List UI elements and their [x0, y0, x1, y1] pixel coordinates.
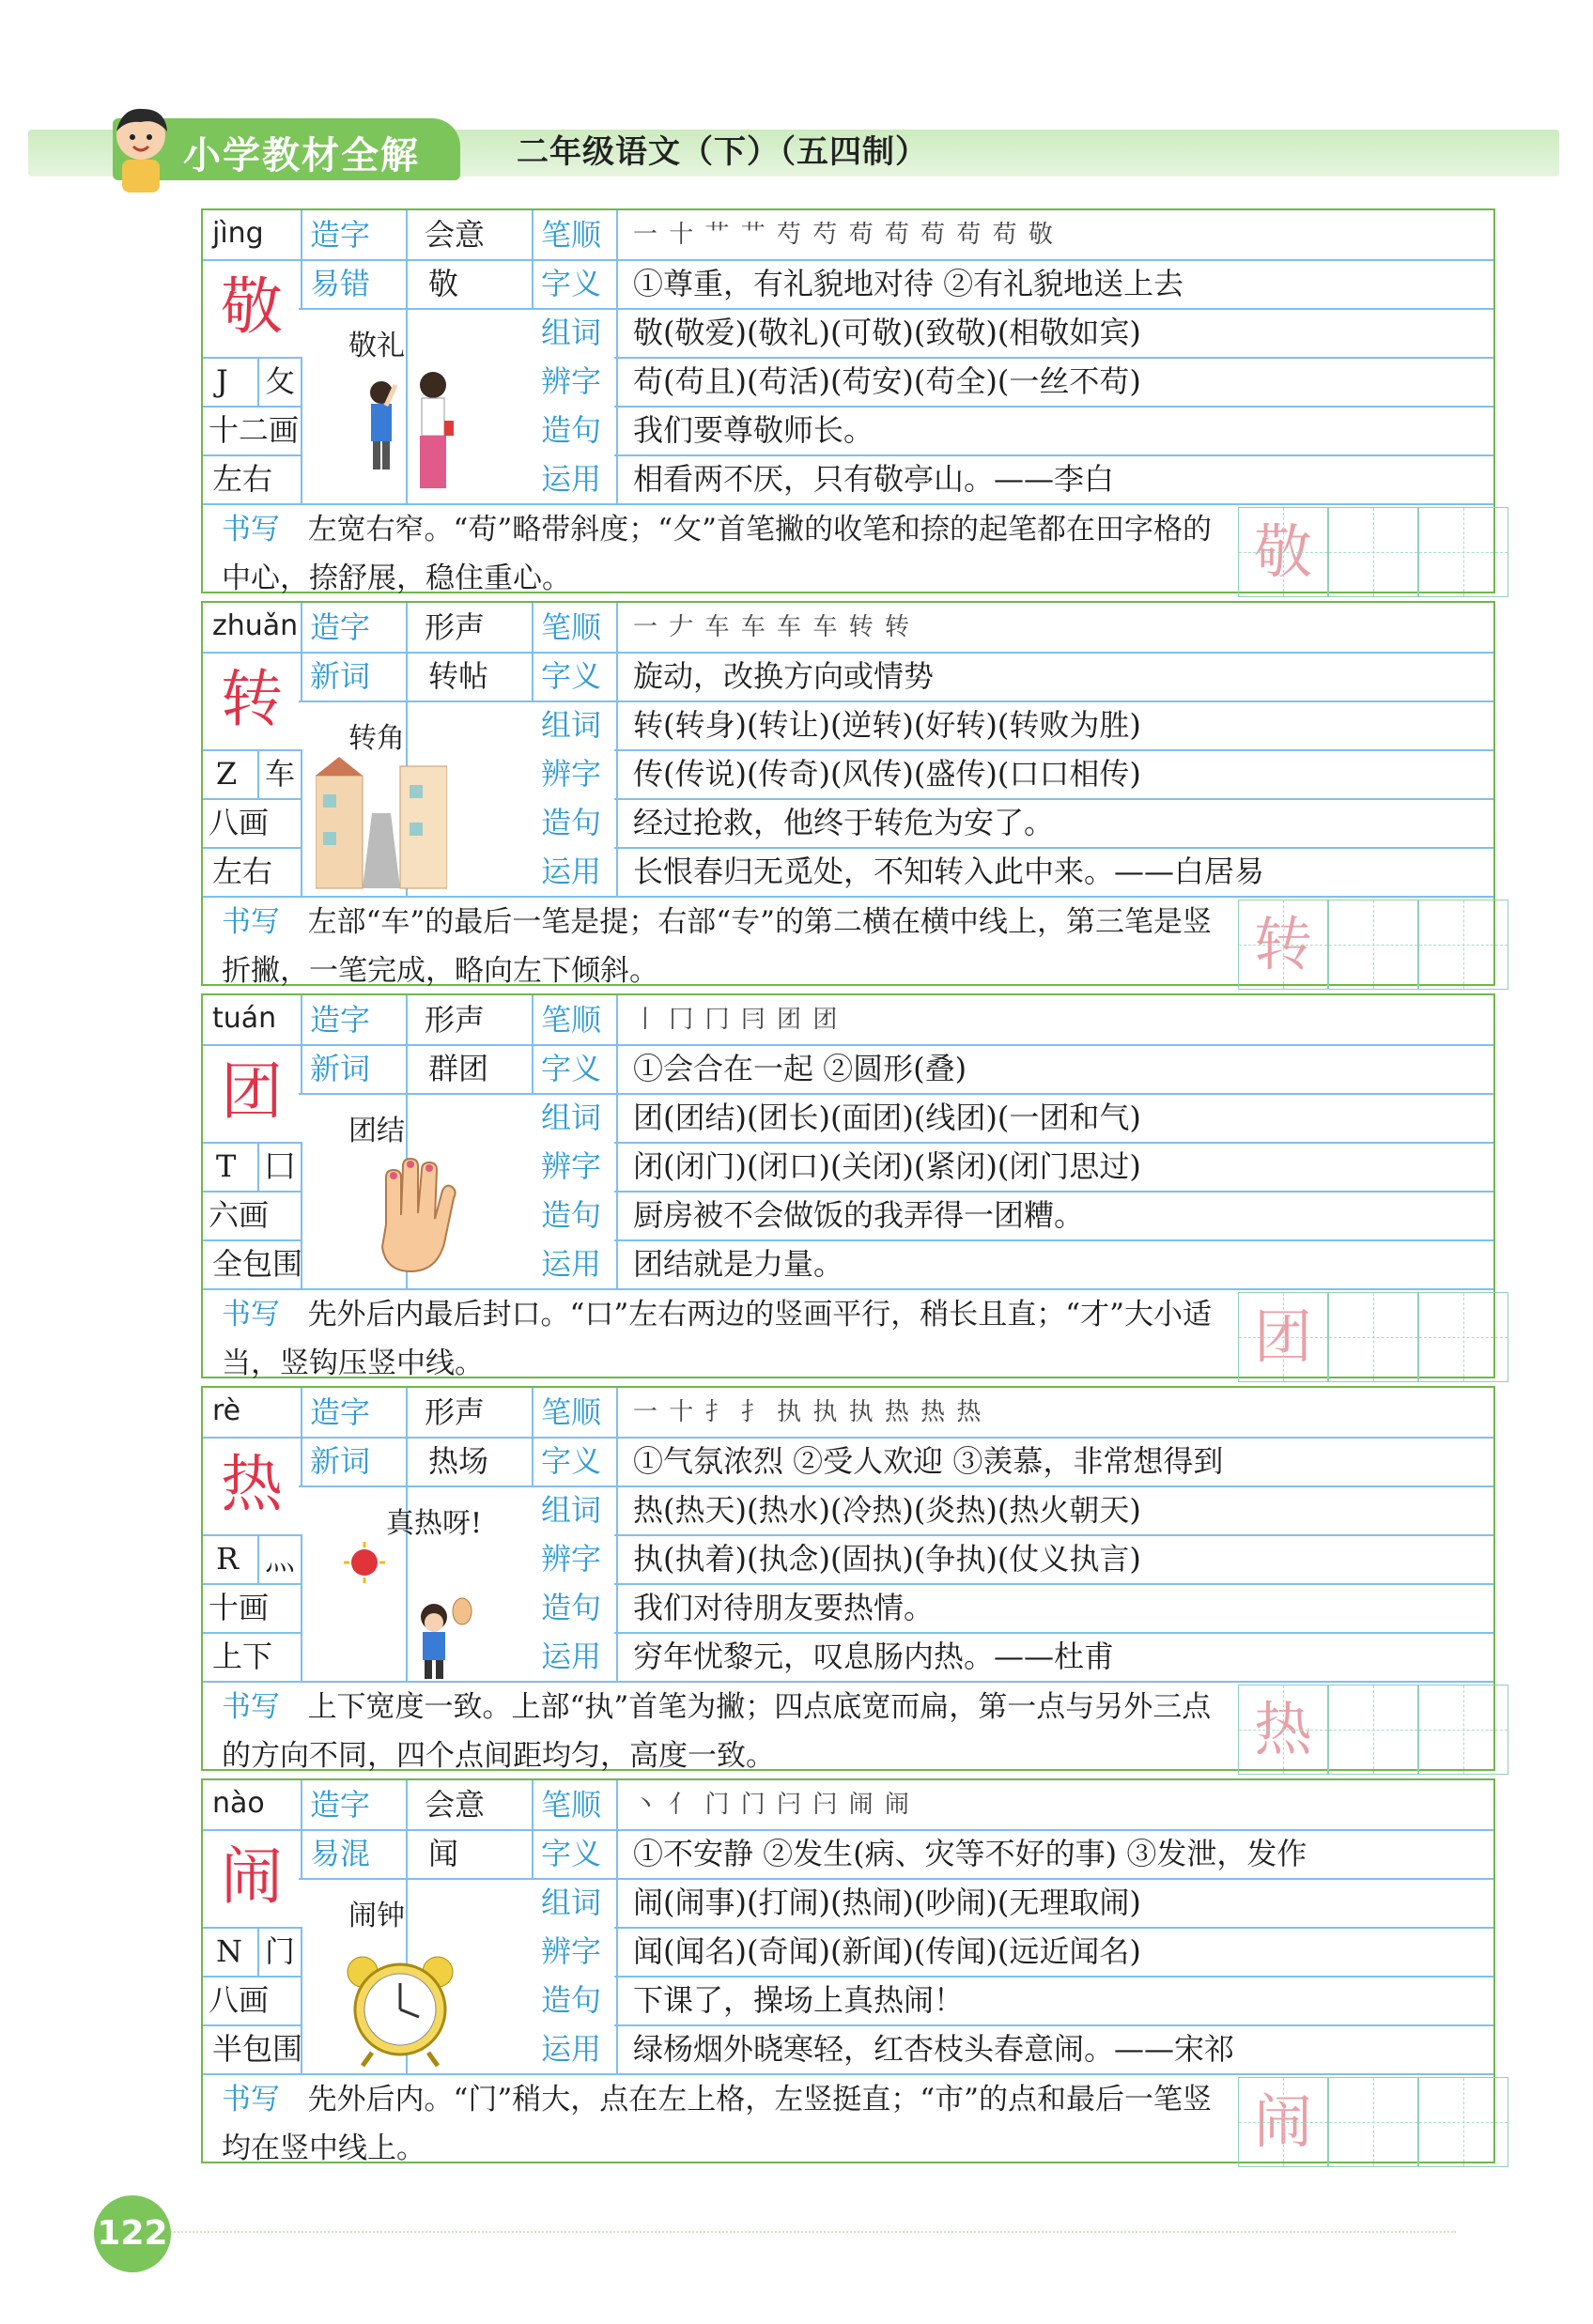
label-ziyi: 字义: [541, 1443, 602, 1479]
field-distinguish: 传(传说)(传奇)(风传)(盛传)(口口相传): [633, 756, 1141, 792]
writing-guide: [222, 898, 1231, 995]
tianzige-box: 热: [1238, 1685, 1328, 1775]
char-type: 形声: [425, 1394, 486, 1430]
field-sentence: 下课了，操场上真热闹！: [633, 1982, 965, 2018]
label-zaozi: 造字: [310, 1787, 371, 1823]
label-yunyong: 运用: [541, 461, 602, 497]
stroke-count: 六画: [209, 1197, 270, 1233]
label-bianzi: 辨字: [541, 1541, 602, 1577]
label-zaozi: 造字: [310, 609, 371, 645]
character-card: [201, 1386, 1495, 1771]
field-stroke-order: 一 十 扌 扌 执 执 执 热 热 热: [633, 1398, 983, 1426]
label-second: 新词: [310, 1443, 371, 1479]
writing-guide: [222, 1290, 1231, 1388]
character-card: [201, 1778, 1495, 2163]
second-word: 群团: [428, 1051, 489, 1086]
label-bianzi: 辨字: [541, 1933, 602, 1969]
structure: 全包围: [212, 1246, 303, 1282]
label-zaozi: 造字: [310, 1394, 371, 1430]
book-title: 小学教材全解: [183, 134, 420, 177]
tianzige-box: 闹: [1238, 2077, 1328, 2167]
illustration-caption: 闹钟: [348, 1900, 405, 1932]
field-usage: 相看两不厌，只有敬亭山。——李白: [633, 461, 1115, 497]
label-zuci: 组词: [541, 707, 602, 743]
field-distinguish: 闻(闻名)(奇闻)(新闻)(传闻)(远近闻名): [633, 1933, 1141, 1969]
boy-mascot-icon: [94, 103, 197, 192]
writing-text: 先外后内。“门”稍大，点在左上格，左竖挺直；“市”的点和最后一笔竖均在竖中线上。: [222, 2083, 1212, 2165]
char-type: 形声: [425, 1002, 486, 1038]
writing-text: 左宽右窄。“苟”略带斜度；“攵”首笔撇的收笔和捺的起笔都在田字格的中心，捺舒展，稳住重心。: [222, 513, 1212, 595]
tianzige-box: 转: [1238, 900, 1328, 990]
label-ziyi: 字义: [541, 1836, 602, 1871]
field-sentence: 我们对待朋友要热情。: [633, 1590, 935, 1625]
field-stroke-order: 一 𠂇 车 车 车 车 转 转: [633, 613, 911, 641]
structure: 左右: [212, 461, 273, 497]
label-yunyong: 运用: [541, 1639, 602, 1674]
label-zuci: 组词: [541, 1885, 602, 1920]
radical-letter: T: [216, 1148, 237, 1184]
illustration-caption: 转角: [348, 722, 405, 755]
label-zaozi: 造字: [310, 1002, 371, 1038]
field-usage: 长恨春归无觅处，不知转入此中来。——白居易: [633, 854, 1265, 889]
tianzige-box: 团: [1238, 1292, 1328, 1382]
second-word: 转帖: [428, 658, 489, 694]
structure: 上下: [212, 1639, 273, 1674]
field-distinguish: 执(执着)(执念)(固执)(争执)(仗义执言): [633, 1541, 1141, 1577]
radical: 门: [265, 1933, 296, 1969]
field-usage: 穷年忧黎元，叹息肠内热。——杜甫: [633, 1639, 1115, 1674]
radical-letter: N: [216, 1933, 242, 1969]
label-bianzi: 辨字: [541, 1148, 602, 1184]
label-zaoju: 造句: [541, 412, 602, 448]
second-word: 闻: [428, 1836, 459, 1871]
char-type: 会意: [425, 217, 486, 253]
label-shuxie: 书写: [222, 513, 280, 546]
main-character: 团: [221, 1055, 283, 1128]
label-zuci: 组词: [541, 315, 602, 350]
character-card: [201, 208, 1495, 593]
stroke-count: 八画: [209, 805, 270, 840]
tianzige-box: [1418, 1685, 1508, 1775]
character-card: [201, 601, 1495, 986]
radical-letter: J: [216, 363, 228, 399]
illustration-image: [316, 757, 447, 901]
label-bishun: 笔顺: [541, 217, 602, 253]
tianzige-box: [1418, 2077, 1508, 2167]
writing-text: 左部“车”的最后一笔是提；右部“专”的第二横在横中线上，第三笔是竖折撇，一笔完成，略向左下倾斜。: [222, 905, 1212, 988]
pinyin: nào: [212, 1787, 265, 1820]
field-words: 转(转身)(转让)(逆转)(好转)(转败为胜): [633, 707, 1141, 743]
writing-guide: [222, 1683, 1231, 1780]
tianzige-box: 敬: [1238, 507, 1328, 597]
field-distinguish: 苟(苟且)(苟活)(苟安)(苟全)(一丝不苟): [633, 363, 1141, 399]
field-words: 闹(闹事)(打闹)(热闹)(吵闹)(无理取闹): [633, 1885, 1141, 1920]
main-character: 转: [221, 663, 283, 735]
page-number: 122: [94, 2195, 171, 2272]
illustration-image: [334, 1934, 485, 2079]
main-character: 敬: [221, 270, 283, 343]
label-yunyong: 运用: [541, 854, 602, 889]
label-yunyong: 运用: [541, 2031, 602, 2067]
label-bishun: 笔顺: [541, 1002, 602, 1038]
pinyin: tuán: [212, 1002, 277, 1035]
label-ziyi: 字义: [541, 1051, 602, 1086]
radical-letter: Z: [216, 756, 238, 792]
character-card: [201, 993, 1495, 1378]
page-header: [0, 103, 1593, 192]
label-bishun: 笔顺: [541, 1394, 602, 1430]
label-second: 新词: [310, 1051, 371, 1086]
label-zaozi: 造字: [310, 217, 371, 253]
char-type: 形声: [425, 609, 486, 645]
second-word: 热场: [428, 1443, 489, 1479]
field-meaning: 旋动，改换方向或情势: [633, 658, 935, 694]
field-sentence: 厨房被不会做饭的我弄得一团糟。: [633, 1197, 1085, 1233]
radical-letter: R: [216, 1541, 240, 1577]
label-second: 易混: [310, 1836, 371, 1871]
field-meaning: ①尊重，有礼貌地对待 ②有礼貌地送上去: [633, 266, 1184, 301]
illustration-caption: 真热呀!: [386, 1507, 483, 1540]
tianzige-box: [1328, 900, 1418, 990]
label-bianzi: 辨字: [541, 756, 602, 792]
tianzige-box: [1328, 1685, 1418, 1775]
label-second: 易错: [310, 266, 371, 301]
tianzige-box: [1328, 1292, 1418, 1382]
label-zuci: 组词: [541, 1492, 602, 1528]
stroke-count: 十画: [209, 1590, 270, 1625]
label-ziyi: 字义: [541, 266, 602, 301]
grade-title: 二年级语文（下）（五四制）: [517, 133, 928, 171]
field-words: 热(热天)(热水)(冷热)(炎热)(热火朝天): [633, 1492, 1141, 1528]
radical: 攵: [265, 363, 296, 399]
field-words: 敬(敬爱)(敬礼)(可敬)(致敬)(相敬如宾): [633, 315, 1141, 350]
main-character: 闹: [221, 1840, 283, 1913]
tianzige-box: [1418, 507, 1508, 597]
field-stroke-order: 丶 亻 门 门 闩 闩 闹 闹: [633, 1791, 911, 1819]
radical: 车: [265, 756, 296, 792]
label-shuxie: 书写: [222, 905, 280, 939]
label-shuxie: 书写: [222, 1690, 280, 1724]
writing-text: 上下宽度一致。上部“执”首笔为撇；四点底宽而扁，第一点与另外三点的方向不同，四个点间距均匀，高度一致。: [222, 1690, 1212, 1773]
tianzige-box: [1328, 507, 1418, 597]
field-stroke-order: 一 十 艹 艹 芍 芍 苟 苟 苟 苟 苟 敬: [633, 221, 1055, 249]
radical: 灬: [265, 1541, 296, 1577]
pinyin: zhuǎn: [212, 609, 299, 642]
radical: 囗: [265, 1148, 296, 1184]
field-meaning: ①会合在一起 ②圆形(叠): [633, 1051, 967, 1086]
label-zaoju: 造句: [541, 1982, 602, 2018]
label-shuxie: 书写: [222, 1298, 280, 1331]
label-ziyi: 字义: [541, 658, 602, 694]
structure: 左右: [212, 854, 273, 889]
field-sentence: 我们要尊敬师长。: [633, 412, 874, 448]
pinyin: rè: [212, 1394, 241, 1427]
label-zaoju: 造句: [541, 1197, 602, 1233]
main-character: 热: [221, 1448, 283, 1520]
label-second: 新词: [310, 658, 371, 694]
illustration-image: [358, 364, 461, 518]
second-word: 敬: [428, 266, 459, 301]
field-sentence: 经过抢救，他终于转危为安了。: [633, 805, 1055, 840]
pinyin: jìng: [212, 217, 264, 250]
label-bianzi: 辨字: [541, 363, 602, 399]
tianzige-box: [1328, 2077, 1418, 2167]
illustration-image: [358, 1149, 471, 1285]
label-bishun: 笔顺: [541, 609, 602, 645]
field-meaning: ①气氛浓烈 ②受人欢迎 ③羡慕，非常想得到: [633, 1443, 1224, 1479]
field-usage: 团结就是力量。: [633, 1246, 844, 1282]
illustration-caption: 团结: [348, 1115, 405, 1147]
field-meaning: ①不安静 ②发生(病、灾等不好的事) ③发泄，发作: [633, 1836, 1307, 1871]
writing-guide: [222, 505, 1231, 603]
label-zaoju: 造句: [541, 805, 602, 840]
field-usage: 绿杨烟外晓寒轻，红杏枝头春意闹。——宋祁: [633, 2031, 1235, 2067]
illustration-caption: 敬礼: [348, 330, 405, 362]
field-distinguish: 闭(闭门)(闭口)(关闭)(紧闭)(闭门思过): [633, 1148, 1141, 1184]
label-shuxie: 书写: [222, 2083, 280, 2116]
tianzige-box: [1418, 1292, 1508, 1382]
tianzige-box: [1418, 900, 1508, 990]
field-words: 团(团结)(团长)(面团)(线团)(一团和气): [633, 1100, 1141, 1135]
label-zuci: 组词: [541, 1100, 602, 1135]
writing-guide: [222, 2075, 1231, 2173]
label-zaoju: 造句: [541, 1590, 602, 1625]
field-stroke-order: 丨 冂 冂 冃 团 团: [633, 1006, 840, 1034]
writing-text: 先外后内最后封口。“口”左右两边的竖画平行，稍长且直；“才”大小适当，竖钩压竖中线。: [222, 1298, 1212, 1380]
footer-line: [141, 2231, 1456, 2233]
char-type: 会意: [425, 1787, 486, 1823]
label-yunyong: 运用: [541, 1246, 602, 1282]
label-bishun: 笔顺: [541, 1787, 602, 1823]
stroke-count: 十二画: [209, 412, 300, 448]
structure: 半包围: [212, 2031, 303, 2067]
illustration-image: [344, 1542, 494, 1686]
stroke-count: 八画: [209, 1982, 270, 2018]
